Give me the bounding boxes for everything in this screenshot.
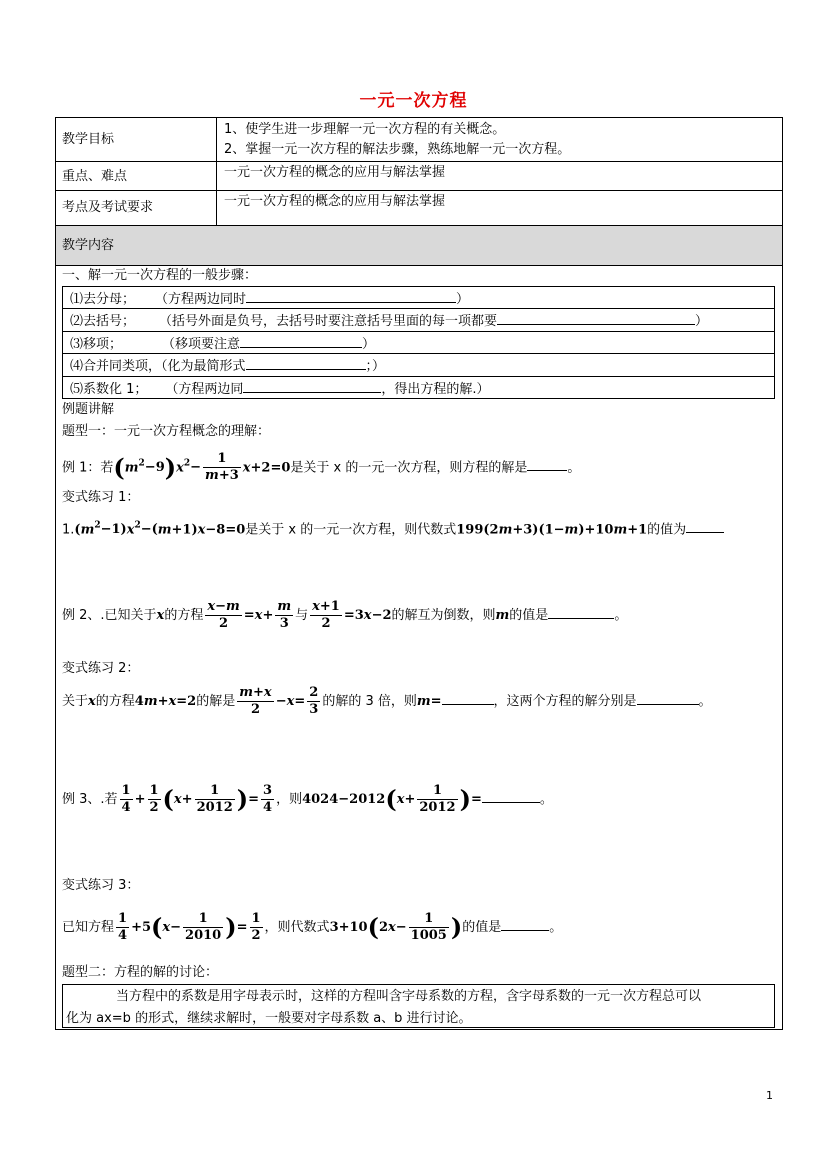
- exam-label: 考点及考试要求: [62, 200, 154, 215]
- variant-3-label: 变式练习 3：: [62, 878, 140, 893]
- type-1-heading: 题型一：一元一次方程概念的理解：: [62, 424, 271, 439]
- example-1: 例 1：若$(m^2-9)x^2-$ $\frac{1}{m+3}$ x+2=0是关于 x 的一元一次方程，则方程的解是 。: [62, 451, 581, 484]
- step-3: ⑶移项； （移项要注意 ）: [70, 337, 376, 352]
- step-1: ⑴去分母； （方程两边同时 ）: [70, 292, 470, 307]
- steps-heading: 一、解一元一次方程的一般步骤：: [62, 268, 258, 283]
- key-label: 重点、难点: [62, 169, 128, 184]
- type-2-heading: 题型二：方程的解的讨论：: [62, 965, 219, 980]
- variant-1: $1.(m^2-1)x^2-(m+1)x-8=0$是关于 x 的一元一次方程，则代数式199(2m+3)(1−m)+10m+1的值为: [62, 518, 724, 538]
- step-5: ⑸系数化 1； （方程两边同 ，得出方程的解.）: [70, 382, 490, 397]
- goal-2: 2、掌握一元一次方程的解法步骤，熟练地解一元一次方程。: [224, 142, 571, 157]
- example-3: 例 3、.若 $\frac{1}{4}$ + $\frac{1}{2}$ (x+ $\frac{1}{2012}$ )= $\frac{3}{4}$ ，则4024−2012(x+ $\frac{1}{2012}$ )= 。: [62, 783, 553, 815]
- example-2: 例 2、.已知关于x的方程 $\frac{x-m}{2}$ =x+ $\frac{m}{3}$ 与 $\frac{x+1}{2}$ =3x−2的解互为倒数，则m的值是 。: [62, 599, 628, 631]
- page-number: 1: [766, 1089, 773, 1102]
- content-right-border: [782, 266, 783, 1030]
- page-title: 一元一次方程: [359, 91, 468, 111]
- content-left-border: [55, 266, 56, 1030]
- variant-2: 关于x的方程4m+x=2的解是 $\frac{m+x}{2}$ −x= $\frac{2}{3}$ 的解的 3 倍，则m= ，这两个方程的解分别是 。: [62, 685, 712, 717]
- type-2-para-1: 当方程中的系数是用字母表示时，这样的方程叫含字母系数的方程，含字母系数的一元一次方程总可以: [116, 989, 702, 1004]
- type-2-para-2: 化为 ax=b 的形式，继续求解时，一般要对字母系数 a、b 进行讨论。: [66, 1011, 472, 1026]
- step-4: ⑷合并同类项，（化为最简形式 ；）: [70, 359, 386, 374]
- variant-3: 已知方程 $\frac{1}{4}$ +5(x− $\frac{1}{2010}$ )= $\frac{1}{2}$ ，则代数式3+10(2x− $\frac{1}{1005}$ )的值是 。: [62, 911, 563, 943]
- goal-label: 教学目标: [62, 132, 115, 147]
- goal-1: 1、使学生进一步理解一元一次方程的有关概念。: [224, 122, 506, 137]
- examples-heading: 例题讲解: [62, 402, 115, 417]
- content-bottom-border: [55, 1029, 783, 1030]
- variant-1-label: 变式练习 1：: [62, 490, 140, 505]
- key-text: 一元一次方程的概念的应用与解法掌握: [224, 165, 446, 180]
- variant-2-label: 变式练习 2：: [62, 661, 140, 676]
- content-label: 教学内容: [62, 238, 115, 253]
- step-2: ⑵去括号； （括号外面是负号，去括号时要注意括号里面的每一项都要 ）: [70, 314, 709, 329]
- exam-text: 一元一次方程的概念的应用与解法掌握: [224, 194, 446, 209]
